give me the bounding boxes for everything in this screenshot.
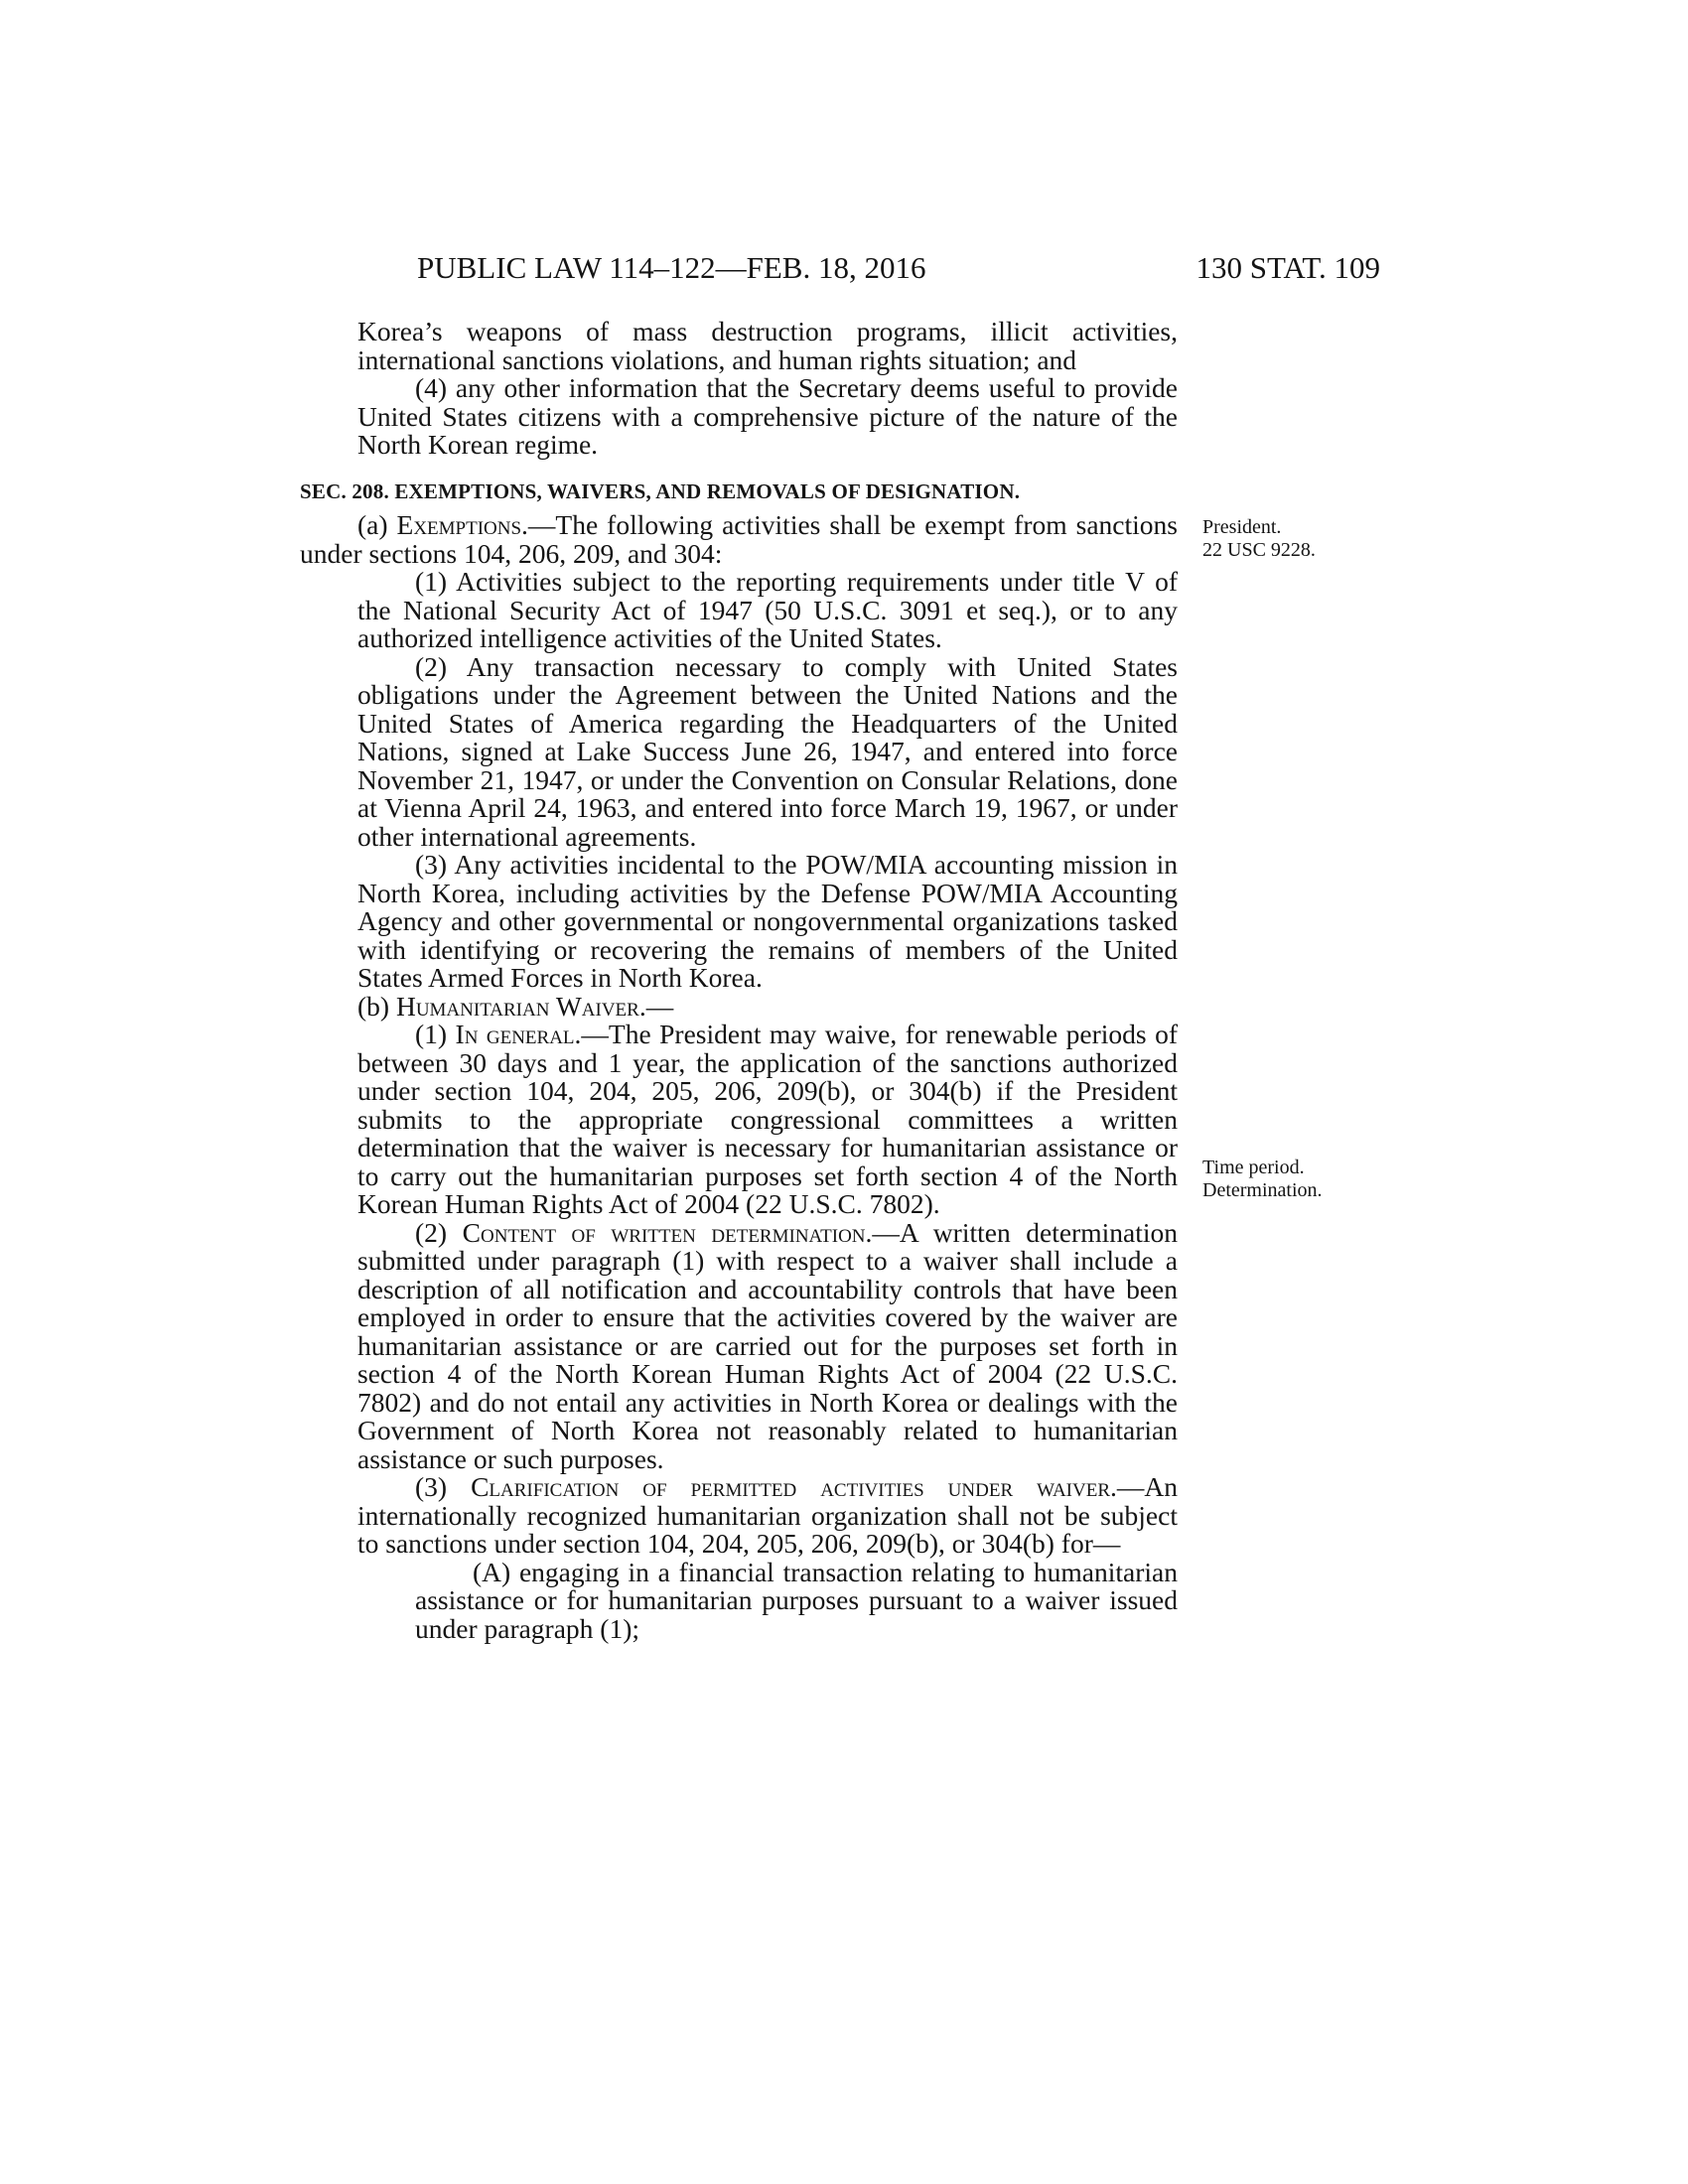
continuation-paragraph: Korea’s weapons of mass destruction programs, illicit activities, international sanctions violations, and human rights situation; and (357, 316, 1178, 375)
paragraph-b3-text: .—An internationally recognized humanitarian organization shall not be subject to sanctions under section 104, 204, 205, 206, 209(b), or 304(b) for— (357, 1471, 1178, 1559)
section-heading: SEC. 208. EXEMPTIONS, WAIVERS, AND REMOVALS OF DESIGNATION. (300, 478, 1021, 503)
subsection-b (300, 990, 1178, 1022)
paragraph-a3: (3) Any activities incidental to the POW/MIA accounting mission in North Korea, including activities by the Defense POW/MIA Accounting Agency and other governmental or nongovernmental organizations tasked with identifying or recovering the remains of members of the United States Armed Forces in North Korea. (357, 849, 1178, 993)
paragraph-b1-text: .—The President may waive, for renewable periods of between 30 days and 1 year, the application of the sanctions authorized under section 104, 204, 205, 206, 209(b), or 304(b) if the President submits to the appropriate congressional committees a written determination that the waiver is necessary for humanitarian assistance or to carry out the humanitarian purposes set forth section 4 of the North Korean Human Rights Act of 2004 (22 U.S.C. 7802). (357, 1019, 1178, 1219)
paragraph-b3-prefix: (3) (415, 1471, 472, 1502)
paragraph-b3 (300, 1473, 1178, 1559)
paragraph-a1: (1) Activities subject to the reporting requirements under title V of the National Security Act of 1947 (50 U.S.C. 3091 et seq.), or to any authorized intelligence activities of the United States. (357, 566, 1178, 653)
paragraph-b1 (300, 1021, 1178, 1219)
paragraph-b1-heading: In general (455, 1019, 575, 1049)
margin-note-line: Determination. (1202, 1179, 1323, 1201)
margin-note-president (1202, 516, 1316, 562)
subparagraph-b3A: (A) engaging in a financial transaction relating to humanitarian assistance or for humanitarian purposes pursuant to a waiver issued under paragraph (1); (415, 1556, 1178, 1644)
subsection-a-text: .—The following activities shall be exempt from sanctions under sections 104, 206, 209, and 304: (300, 509, 1178, 569)
paragraph-b1-prefix: (1) (415, 1019, 456, 1049)
paragraph-b2-text: .—A written determination submitted under paragraph (1) with respect to a waiver shall include a description of all notification and accountability controls that have been employed in order to ensure that the activities covered by the waiver are humanitarian assistance or are carried out for the purposes set forth in section 4 of the North Korean Human Rights Act of 2004 (22 U.S.C. 7802) and do not entail any activities in North Korea or dealings with the Government of North Korea not reasonably related to humanitarian assistance or such purposes. (357, 1216, 1178, 1474)
subsection-b-dash: .— (638, 990, 674, 1022)
subsection-a-prefix: (a) (357, 509, 397, 540)
margin-note-line: Time period. (1202, 1157, 1305, 1178)
subsection-b-heading: Humanitarian Waiver (395, 990, 639, 1022)
margin-note-time-period (1202, 1157, 1323, 1202)
page-header (417, 248, 1380, 288)
subsection-a-heading: Exemptions (396, 509, 522, 540)
paragraph-b3-heading: Clarification of permitted activities under waiver (471, 1471, 1110, 1502)
paragraph-b2-prefix: (2) (415, 1216, 463, 1248)
margin-note-line: 22 USC 9228. (1202, 539, 1316, 561)
document-body (300, 318, 1178, 1643)
paragraph-b2 (300, 1216, 1178, 1474)
page-stat-number: 130 STAT. 109 (1196, 250, 1380, 285)
subsection-b-prefix: (b) (357, 990, 396, 1022)
paragraph-4: (4) any other information that the Secretary deems useful to provide United States citizens with a comprehensive picture of the nature of the North Korean regime. (357, 372, 1178, 460)
running-head-title: PUBLIC LAW 114–122—FEB. 18, 2016 (417, 250, 926, 285)
subsection-a (300, 511, 1178, 568)
paragraph-b2-heading: Content of written determination (462, 1216, 866, 1248)
paragraph-a2: (2) Any transaction necessary to comply with United States obligations under the Agreement between the United Nations and the United States of America regarding the Headquarters of the United Nations, signed at Lake Success June 26, 1947, and entered into force November 21, 1947, or under the Convention on Consular Relations, done at Vienna April 24, 1963, and entered into force March 19, 1967, or under other international agreements. (357, 650, 1178, 852)
margin-note-line: President. (1202, 516, 1282, 538)
